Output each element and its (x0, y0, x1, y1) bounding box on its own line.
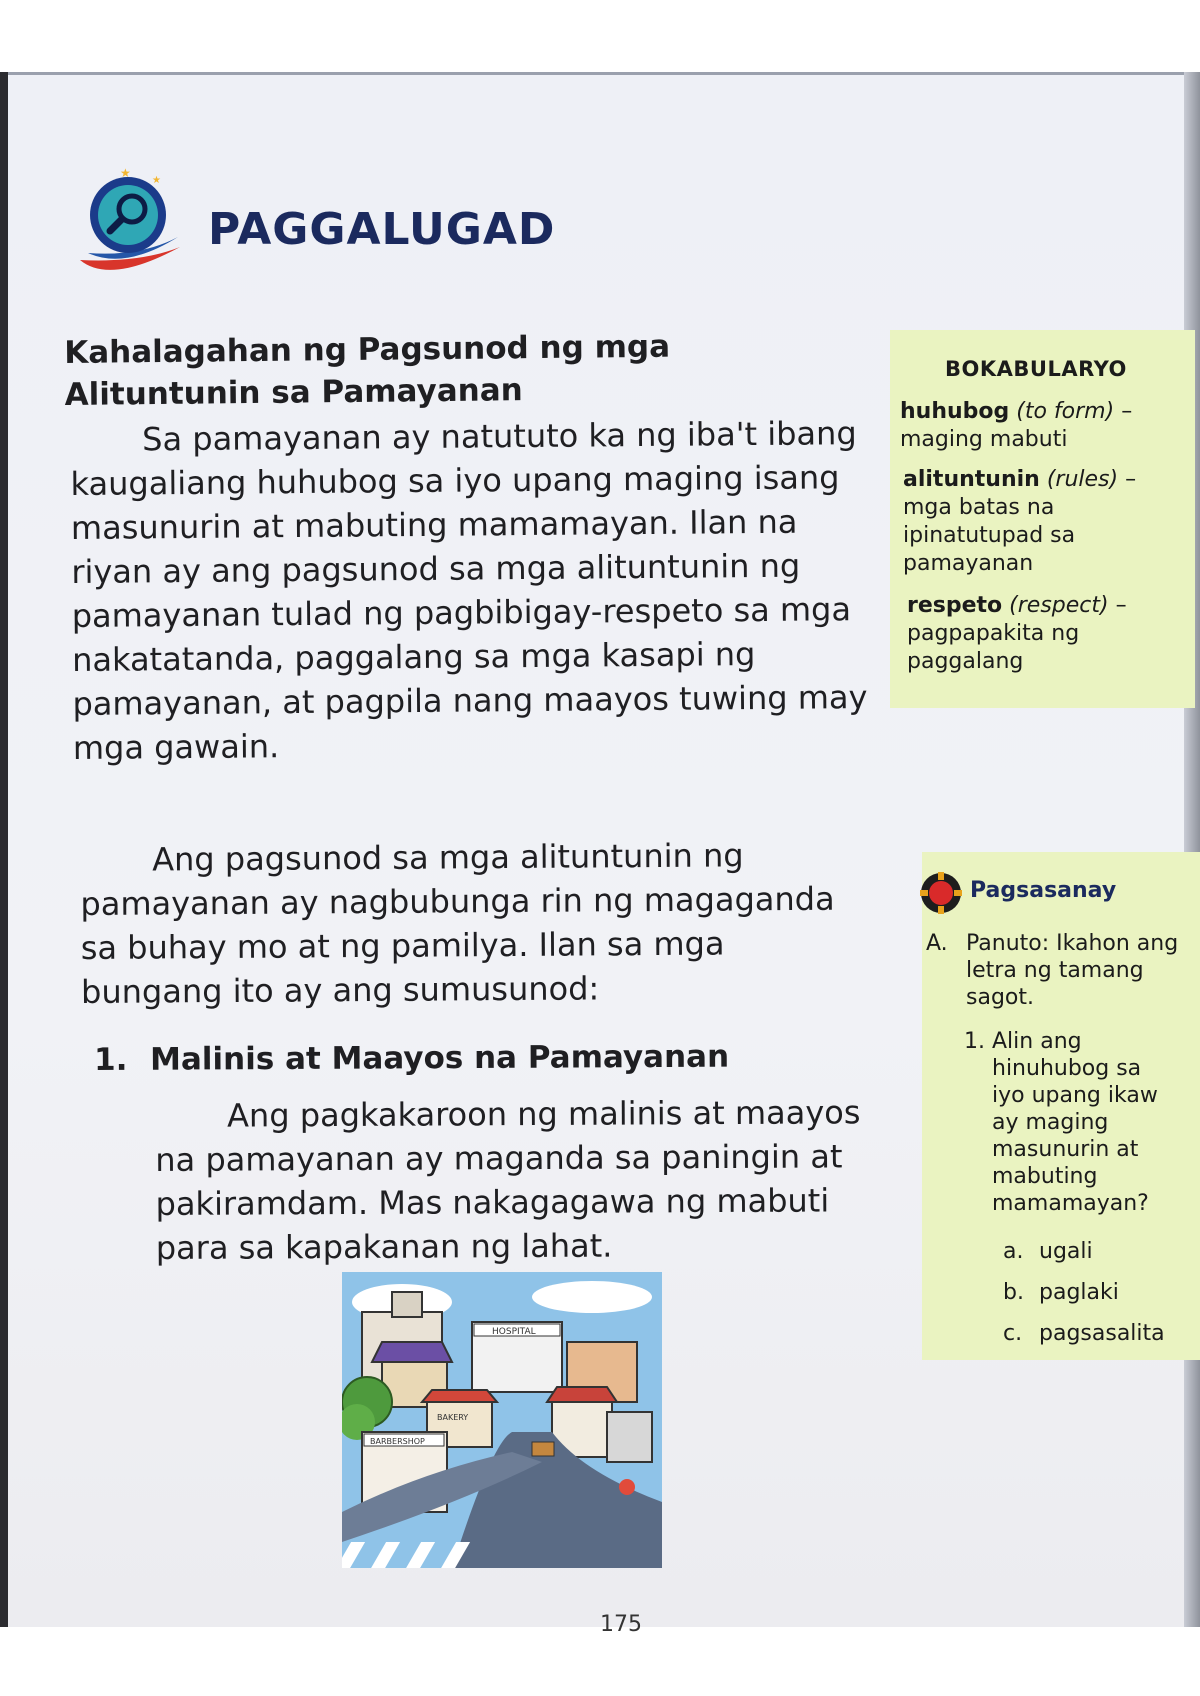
page-edge-left (0, 72, 8, 1627)
practice-heading: Pagsasanay (970, 878, 1117, 903)
vocab-definition: – pagpapakita ng paggalang (907, 593, 1127, 674)
vocab-term: huhubog (900, 399, 1010, 424)
answer-option-a[interactable] (1003, 1238, 1183, 1265)
item-1-number: 1. (94, 1041, 128, 1078)
option-label: c. (1003, 1321, 1023, 1346)
item-1-paragraph (155, 1090, 896, 1270)
practice-instruction (926, 930, 1191, 1011)
option-label: b. (1003, 1280, 1024, 1305)
question-number: 1. (964, 1029, 985, 1054)
barbershop-sign: BARBERSHOP (370, 1437, 425, 1446)
section-title: PAGGALUGAD (208, 204, 556, 255)
question-text: Alin ang hinuhubog sa iyo upang ikaw ay maging masunurin at mabuting mamamayan? (992, 1029, 1158, 1216)
vocab-gloss: (respect) (1009, 593, 1109, 618)
lesson-paragraph-2 (80, 832, 871, 1014)
magnifier-icon (70, 165, 190, 285)
vocabulary-entry (903, 466, 1143, 578)
vocab-definition: – mga batas na ipinatutupad sa pamayanan (903, 467, 1137, 576)
option-text: paglaki (1039, 1280, 1119, 1305)
option-text: ugali (1039, 1239, 1093, 1264)
vocab-term: respeto (907, 593, 1003, 618)
vocabulary-heading: BOKABULARYO (945, 357, 1127, 381)
answer-option-b[interactable] (1003, 1279, 1183, 1306)
answer-option-c[interactable] (1003, 1320, 1183, 1347)
option-label: a. (1003, 1239, 1024, 1264)
instruction-text: Panuto: Ikahon ang letra ng tamang sagot. (966, 931, 1179, 1010)
instruction-label: A. (926, 931, 948, 956)
hospital-sign: HOSPITAL (492, 1327, 536, 1337)
option-text: pagsasalita (1039, 1321, 1165, 1346)
vocabulary-entry (907, 592, 1147, 676)
vocab-gloss: (to form) (1016, 399, 1115, 424)
paragraph-1-text: Sa pamayanan ay natututo ka ng iba't ibang kaugaliang huhubog sa iyo upang maging isang masunurin at mabuting mamamayan. Ilan na riyan ay ang pagsunod sa mga alituntunin ng pamayanan tulad ng pagbibigay-respeto sa mga nakatatanda, paggalang sa mga kasapi ng pamayanan, at pagpila nang maayos tuwing may mga gawain. (70, 414, 868, 767)
background-bottom (0, 1627, 1200, 1696)
vocab-gloss: (rules) (1046, 467, 1119, 492)
lesson-paragraph-1 (70, 411, 873, 770)
item-1-text: Ang pagkakaroon ng malinis at maayos na pamayanan ay maganda sa paningin at pakiramdam. Mas nakagagawa ng mabuti para sa kapakanan ng lahat. (155, 1093, 861, 1267)
item-1-title: Malinis at Maayos na Pamayanan (149, 1038, 730, 1078)
lesson-title: Kahalagahan ng Pagsunod ng mga Alituntunin sa Pamayanan (64, 328, 671, 413)
page-edge-right (1184, 72, 1200, 1627)
practice-question (964, 1028, 1179, 1217)
svg-text:★: ★ (120, 166, 131, 180)
item-1-heading (94, 1038, 854, 1078)
page-number: 175 (600, 1612, 642, 1637)
gear-icon (918, 870, 964, 916)
vocab-term: alituntunin (903, 467, 1040, 492)
vocab-definition: – maging mabuti (900, 399, 1133, 452)
bakery-sign: BAKERY (437, 1413, 469, 1422)
town-illustration (342, 1272, 662, 1568)
paragraph-2-text: Ang pagsunod sa mga alituntunin ng pamayanan ay nagbubunga rin ng magaganda sa buhay mo at ng pamilya. Ilan sa mga bungang ito ay ang sumusunod: (80, 836, 835, 1011)
vocabulary-entry (900, 398, 1140, 454)
svg-text:★: ★ (152, 175, 161, 186)
